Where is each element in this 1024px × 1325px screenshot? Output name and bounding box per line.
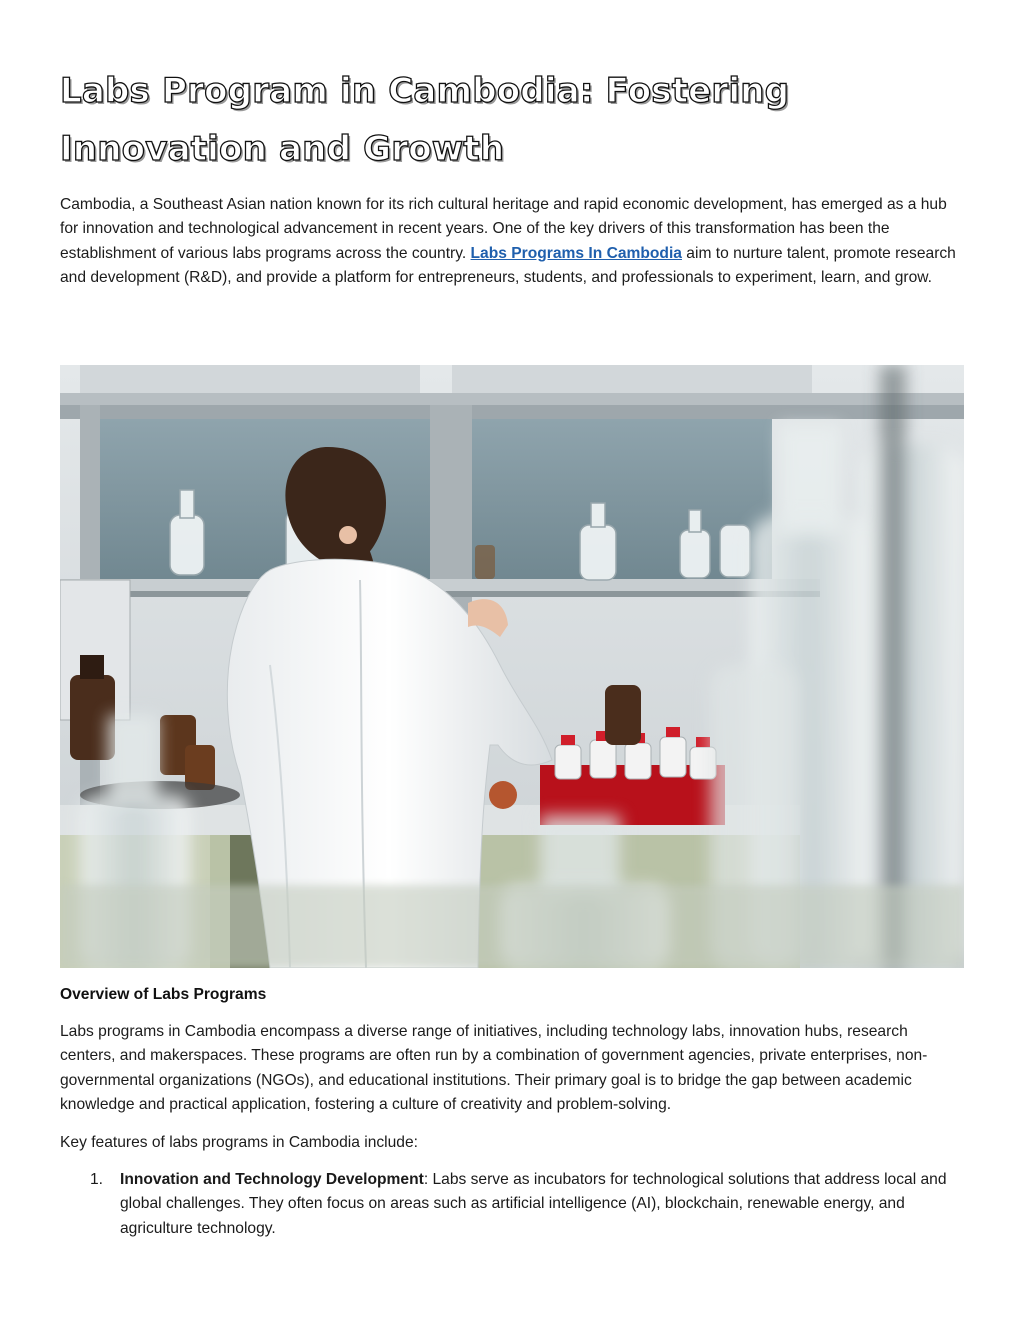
list-item-title: Innovation and Technology Development	[120, 1171, 424, 1188]
page-title: Labs Program in Cambodia: Fostering Innovation and Growth	[60, 71, 790, 169]
list-item-text: : Labs serve as incubators for technological solutions that address local and global challenges. They often focus on areas such as artificial intelligence (AI), blockchain, renewable energy, and agriculture technology.	[120, 1171, 947, 1237]
list-item-number: 1.	[90, 1171, 104, 1188]
overview-heading: Overview of Labs Programs	[60, 986, 267, 1003]
labs-programs-link[interactable]: Labs Programs In Cambodia	[470, 244, 682, 262]
features-intro: Key features of labs programs in Cambodia include:	[60, 1134, 418, 1151]
intro-text-before: Cambodia, a Southeast Asian nation known for its rich cultural heritage and rapid economic development, has emerged as a hub for innovation and technological advancement in recent years. One of the key drivers of this transformation has been the establishment of various labs programs across the country.	[60, 196, 947, 262]
lab-scientist-photo	[60, 365, 964, 968]
intro-text-after: aim to nurture talent, promote research and development (R&D), and provide a platform for entrepreneurs, students, and professionals to experiment, learn, and grow.	[60, 244, 956, 286]
list-item-body	[120, 1168, 964, 1241]
overview-paragraph: Labs programs in Cambodia encompass a diverse range of initiatives, including technology labs, innovation hubs, research centers, and makerspaces. These programs are often run by a combination of government agencies, private enterprises, non-governmental organizations (NGOs), and educational institutions. Their primary goal is to bridge the gap between academic knowledge and practical application, fostering a culture of creativity and problem-solving.	[60, 1023, 928, 1113]
intro-paragraph	[60, 193, 964, 290]
